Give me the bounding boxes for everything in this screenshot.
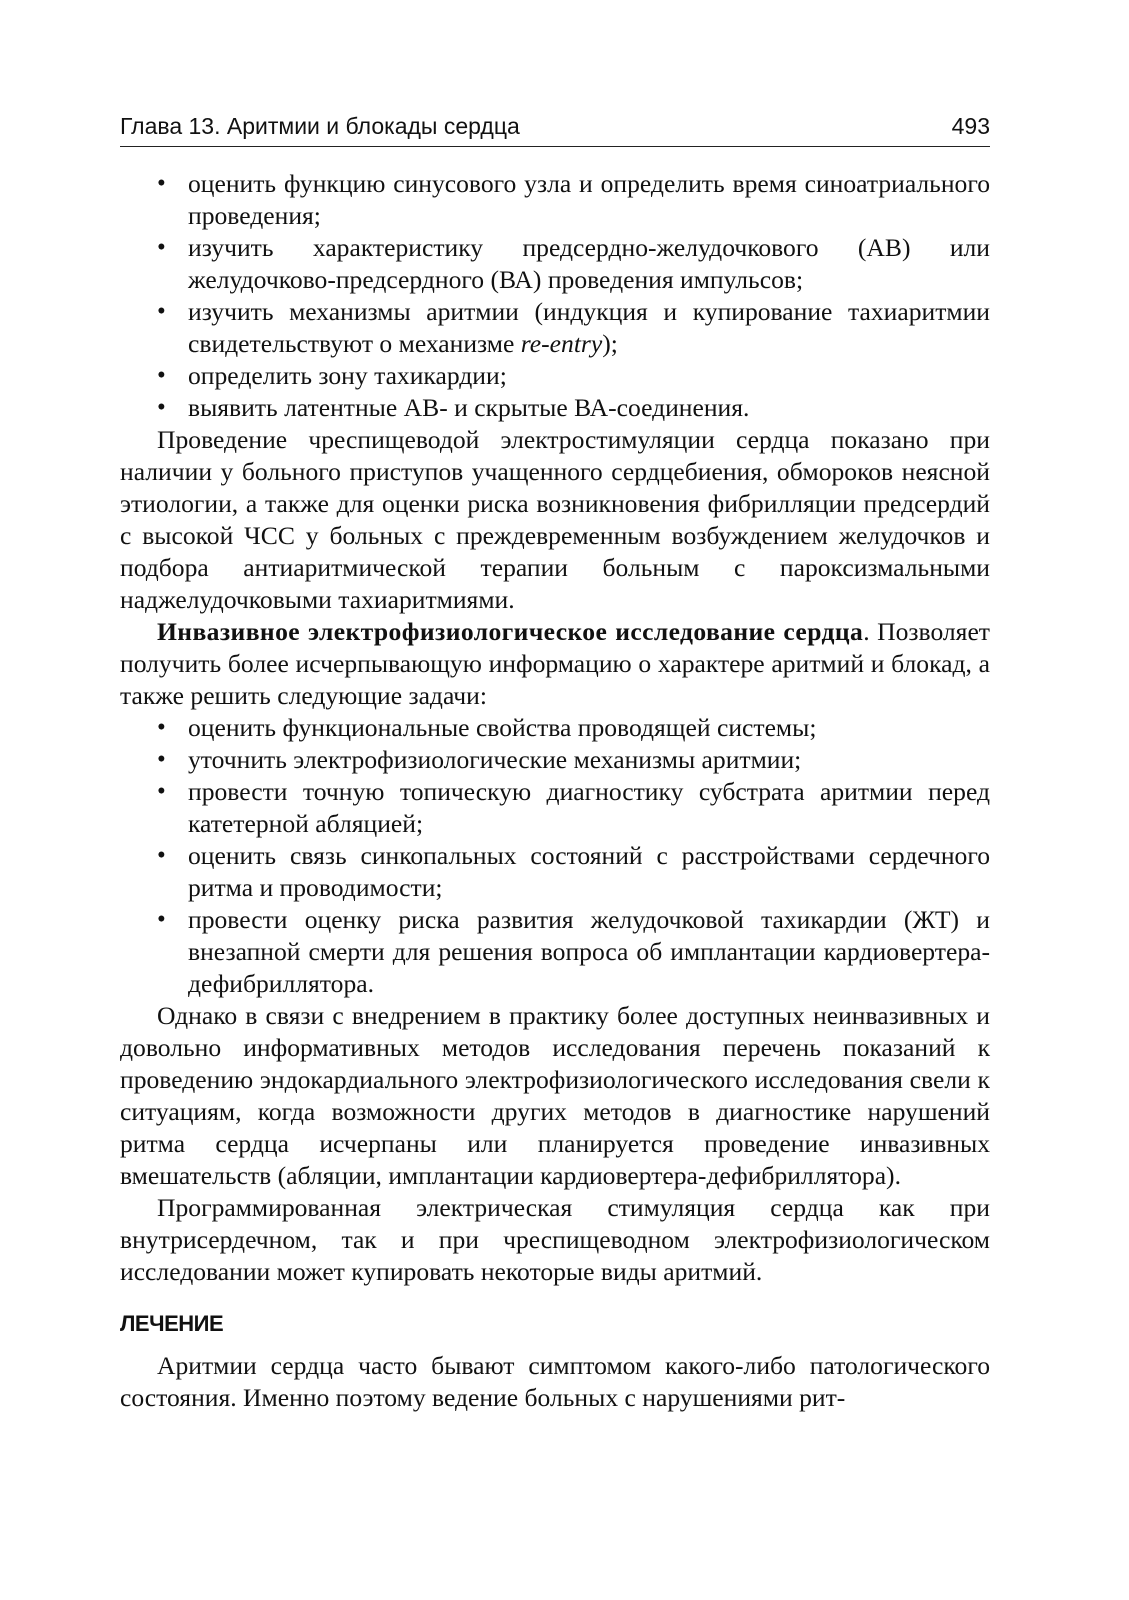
paragraph-text: Позволяет получить более исчерпывающую информацию о характере аритмий и блокад, а также решить следующие задачи:: [120, 617, 990, 710]
list-item-text: изучить механизмы аритмии (индукция и купирование тахиаритмии свидетельствуют о механизме: [188, 297, 990, 358]
paragraph: Проведение чреспищеводой электростимуляции сердца показано при наличии у больного приступов учащенного сердцебиения, обмороков неясной этиологии, а также для оценки риска возникновения фибрилляции предсердий с высокой ЧСС у больных с преждевременным возбуждением желудочков и подбора антиаритмической терапии больным с пароксизмальными наджелудочковыми тахиаритмиями.: [120, 425, 990, 614]
list-item: • выявить латентные АВ- и скрытые ВА-соединения.: [120, 392, 990, 424]
bullet-list-goals: [120, 168, 990, 424]
list-item: • определить зону тахикардии;: [120, 360, 990, 392]
list-item: • оценить функцию синусового узла и определить время синоатриального проведения;: [120, 168, 990, 232]
list-item-text-end: );: [602, 329, 618, 358]
list-item: • провести точную топическую диагностику субстрата аритмии перед катетерной абляцией;: [120, 776, 990, 840]
page-number: 493: [951, 113, 990, 139]
running-header: [120, 108, 990, 147]
chapter-title: Глава 13. Аритмии и блокады сердца: [120, 113, 520, 139]
list-item: • провести оценку риска развития желудочковой тахикардии (ЖТ) и внезапной смерти для решения вопроса об имплантации кардиовертера-дефибриллятора.: [120, 904, 990, 1000]
bold-term: Инвазивное электрофизиологическое исследование сердца: [157, 617, 864, 646]
bullet-list-tasks: [120, 712, 990, 1000]
list-item: • оценить функциональные свойства проводящей системы;: [120, 712, 990, 744]
list-item: • изучить характеристику предсердно-желудочкового (АВ) или желудочково-предсердного (ВА) проведения импульсов;: [120, 232, 990, 296]
list-item: • уточнить электрофизиологические механизмы аритмии;: [120, 744, 990, 776]
page-body: [120, 168, 990, 1414]
paragraph: Аритмии сердца часто бывают симптомом какого-либо патологического состояния. Именно поэтому ведение больных с нарушениями рит-: [120, 1351, 990, 1412]
list-item: • оценить связь синкопальных состояний с расстройствами сердечного ритма и проводимости;: [120, 840, 990, 904]
paragraph: Однако в связи с внедрением в практику более доступных неинвазивных и довольно информативных методов исследования перечень показаний к проведению эндокардиального электрофизиологического исследования свели к ситуациям, когда возможности других методов в диагностике нарушений ритма сердца исчерпаны или планируется проведение инвазивных вмешательств (абляции, имплантации кардиовертера-дефибриллятора).: [120, 1001, 990, 1190]
italic-term: re-entry: [520, 329, 603, 358]
paragraph-invasive-eps: [120, 616, 990, 712]
section-heading: ЛЕЧЕНИЕ: [120, 1311, 224, 1336]
paragraph: Программированная электрическая стимуляция сердца как при внутрисердечном, так и при чреспищеводном электрофизиологическом исследовании может купировать некоторые виды аритмий.: [120, 1193, 990, 1286]
term-period: .: [863, 617, 870, 646]
list-item: [120, 296, 990, 360]
